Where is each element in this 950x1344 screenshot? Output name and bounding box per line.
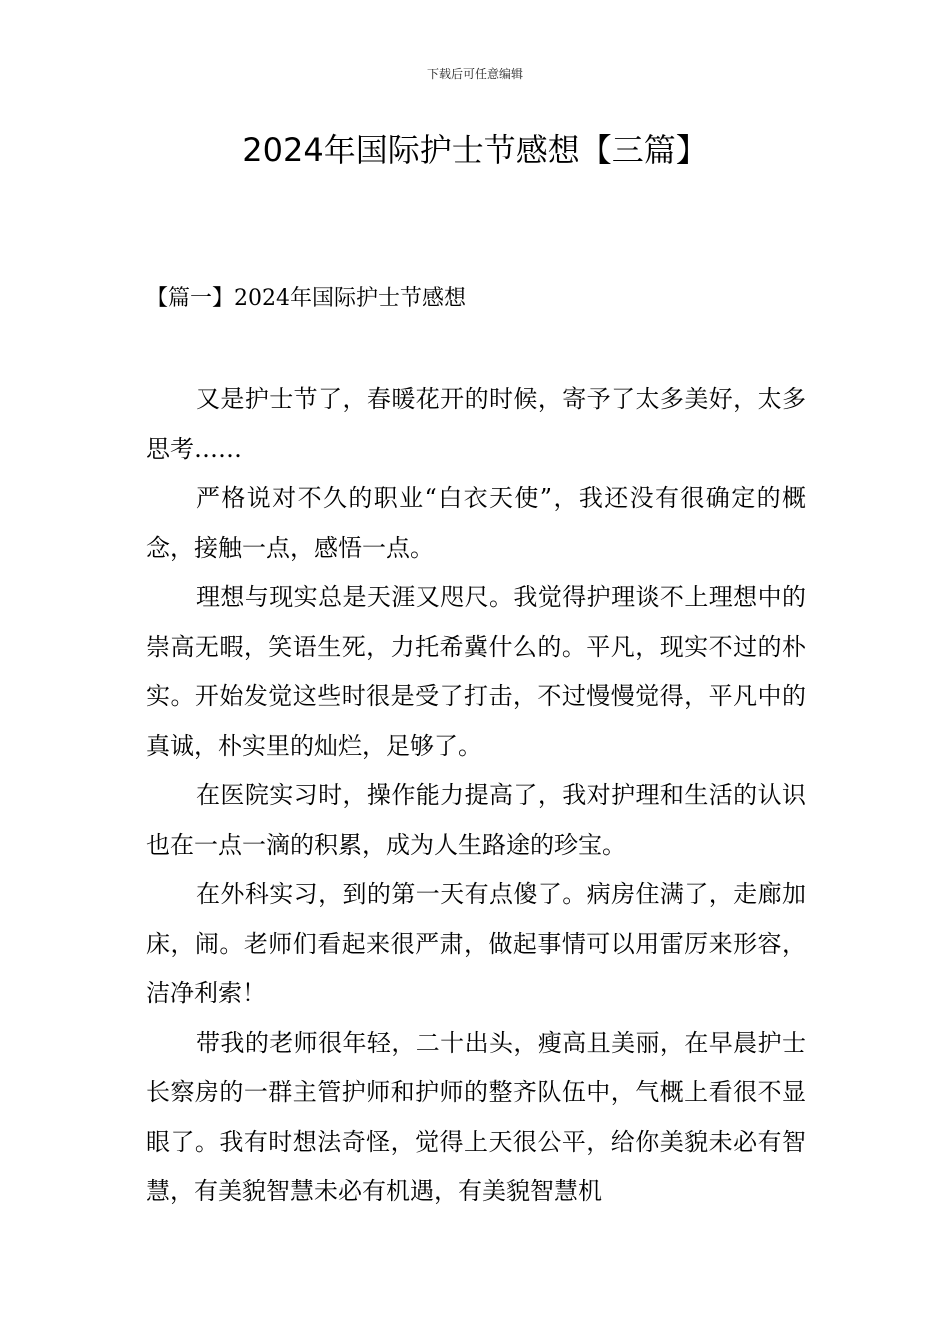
- section-heading: 【篇一】2024年国际护士节感想: [146, 286, 466, 311]
- header-note: 下载后可任意编辑: [426, 67, 523, 81]
- paragraph: 理想与现实总是天涯又咫尺。我觉得护理谈不上理想中的崇高无暇，笑语生死，力托希冀什么的。平凡，现实不过的朴实。开始发觉这些时很是受了打击，不过慢慢觉得，平凡中的真诚，朴实里的灿烂，足够了。: [146, 583, 806, 760]
- document-body: [146, 375, 806, 1217]
- paragraph: 在医院实习时，操作能力提高了，我对护理和生活的认识也在一点一滴的积累，成为人生路途的珍宝。: [146, 781, 806, 859]
- paragraph: 在外科实习，到的第一天有点傻了。病房住满了，走廊加床，闹。老师们看起来很严肃，做起事情可以用雷厉来形容，洁净利索！: [146, 880, 806, 1007]
- paragraph: 严格说对不久的职业“白衣天使”，我还没有很确定的概念，接触一点，感悟一点。: [146, 484, 806, 562]
- paragraph: 又是护士节了，春暖花开的时候，寄予了太多美好，太多思考……: [146, 385, 806, 463]
- paragraph: 带我的老师很年轻，二十出头，瘦高且美丽，在早晨护士长察房的一群主管护师和护师的整齐队伍中，气概上看很不显眼了。我有时想法奇怪，觉得上天很公平，给你美貌未必有智慧，有美貌智慧未必有机遇，有美貌智慧机: [146, 1028, 806, 1205]
- document-title: 2024年国际护士节感想【三篇】: [242, 131, 708, 169]
